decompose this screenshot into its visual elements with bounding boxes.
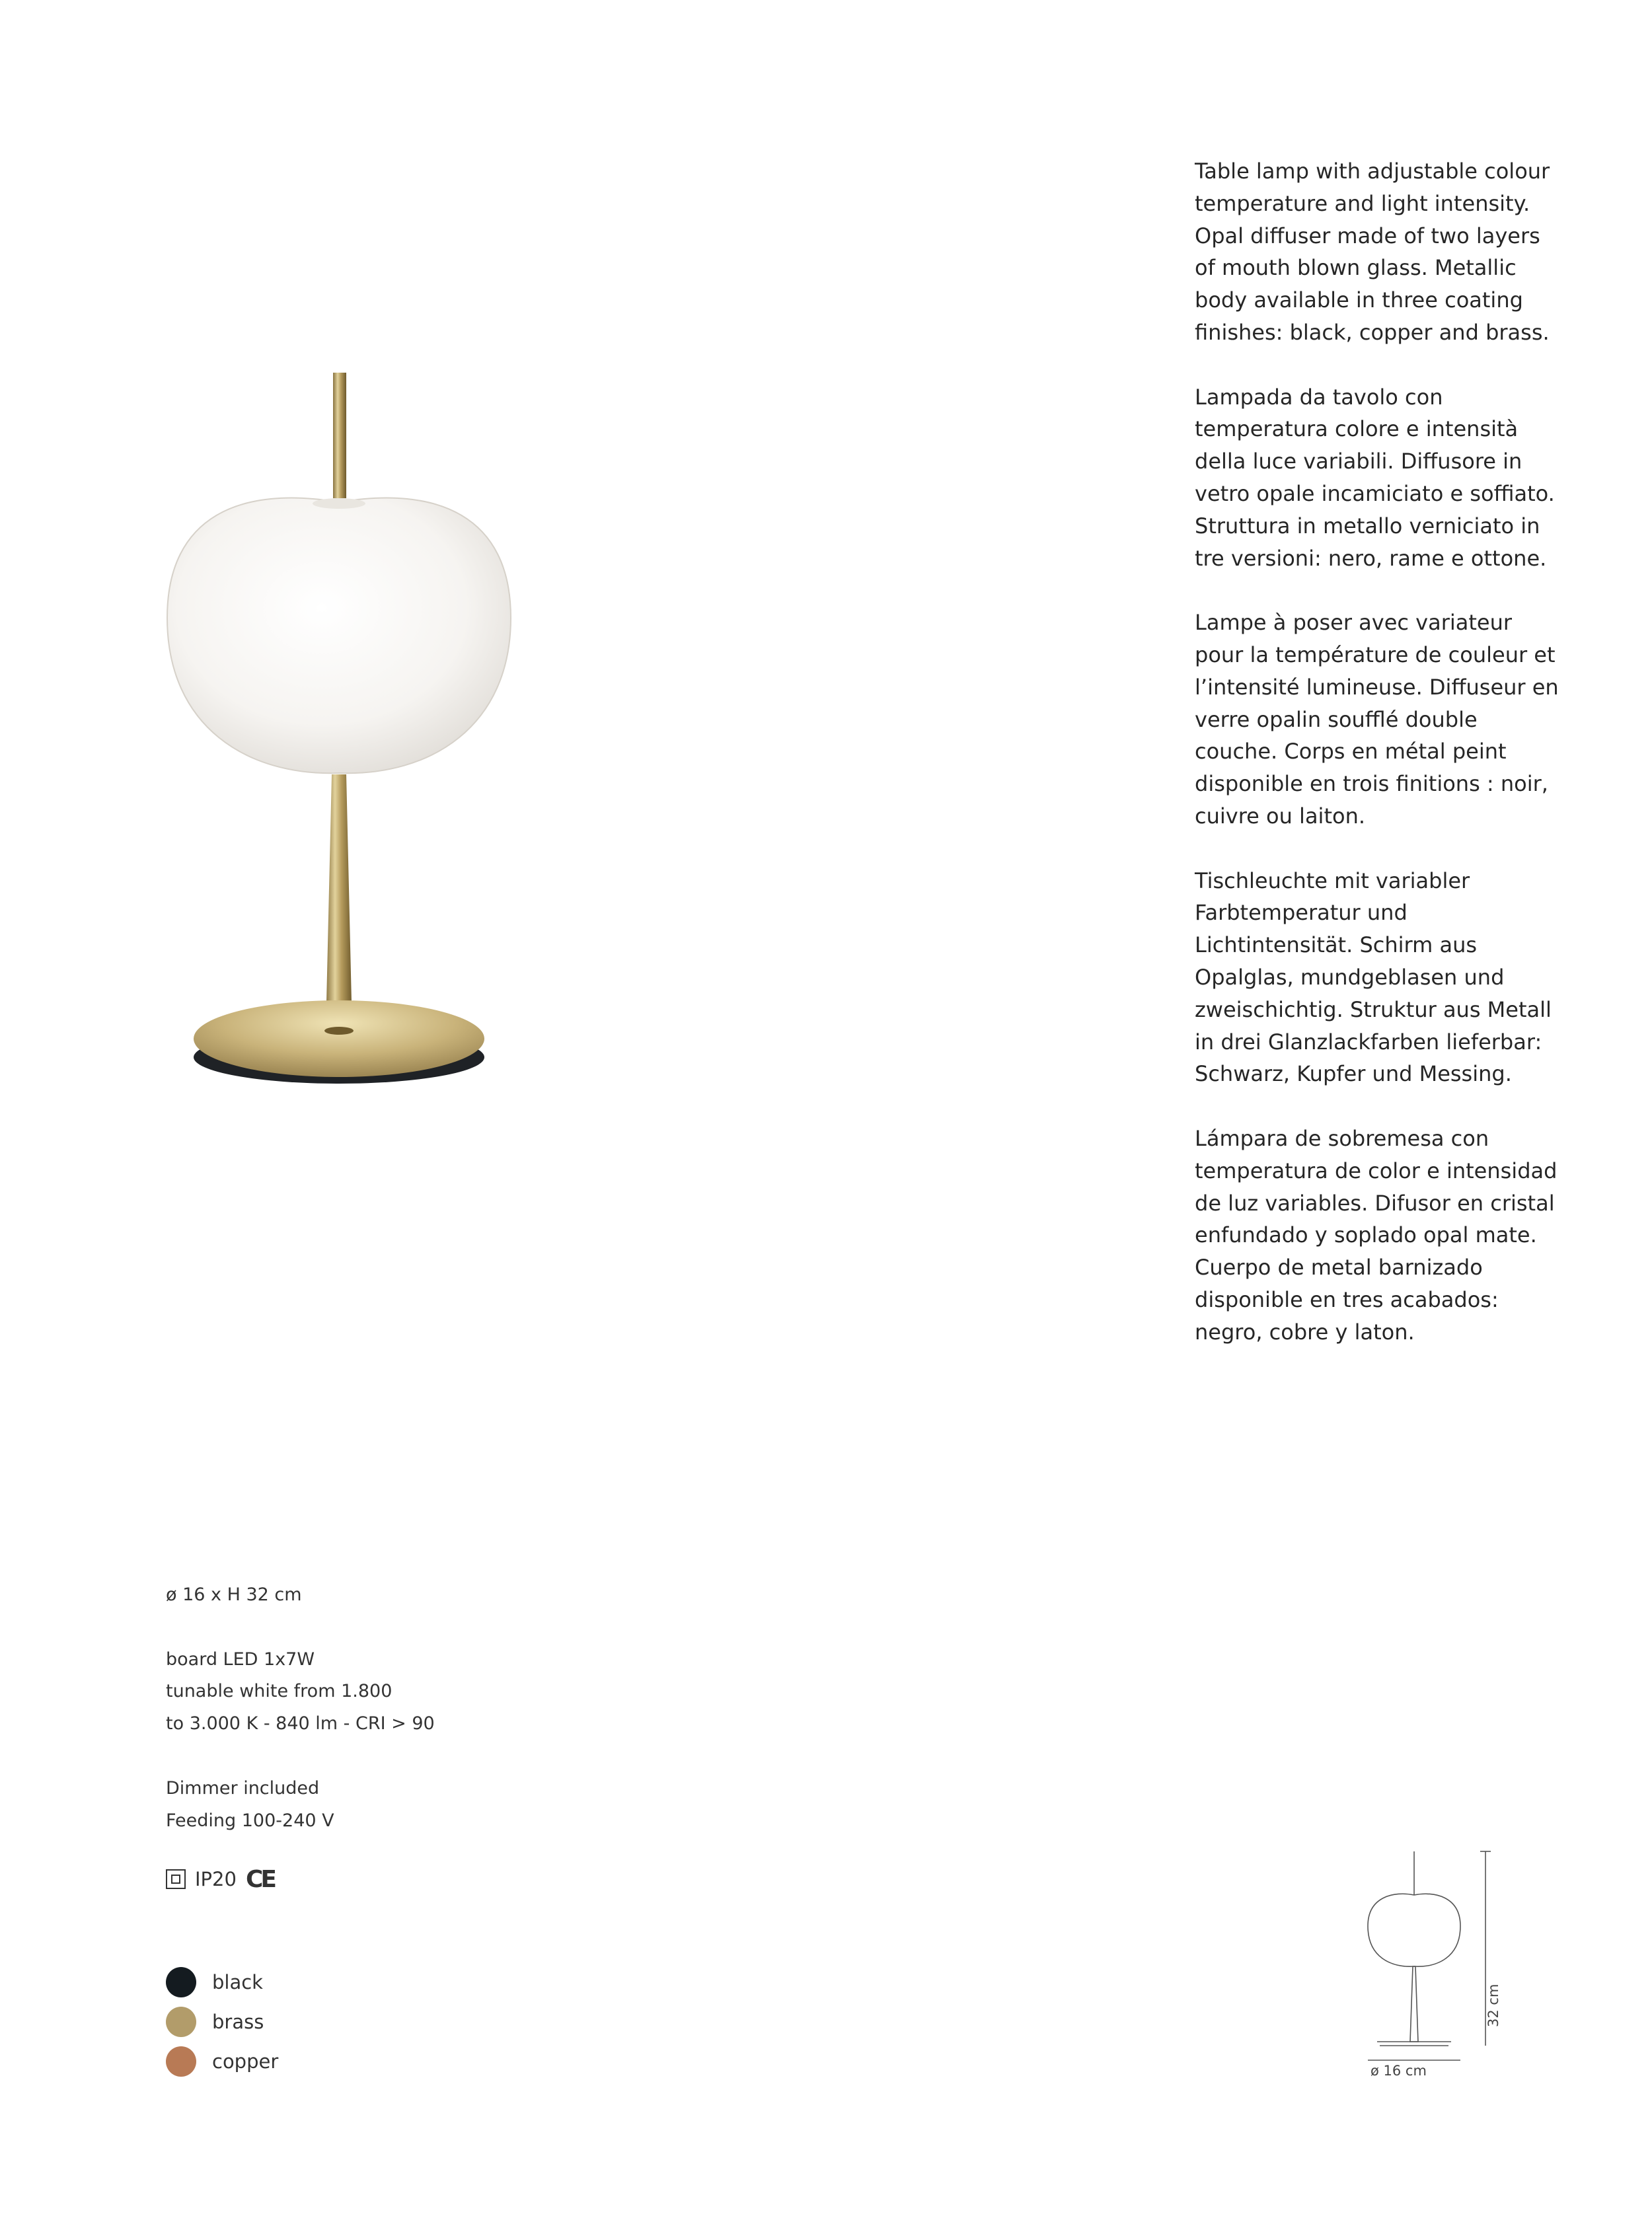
spec-feeding: Feeding 100-240 V	[166, 1810, 334, 1831]
spec-light-line-2: tunable white from 1.800	[166, 1681, 393, 1702]
lamp-product-photo	[162, 370, 532, 1097]
finish-item-black	[166, 1967, 430, 1997]
drawing-shade	[1368, 1894, 1460, 1966]
description-english: Table lamp with adjustable colour temperature and light intensity. Opal diffuser made of two layers of mouth blown glass. Metallic body available in three coating finishes: black, copper and brass.	[1195, 159, 1550, 345]
spec-light-source	[166, 1644, 628, 1740]
finish-swatch-brass	[166, 2007, 196, 2037]
drawing-height-label: 32 cm	[1485, 1984, 1501, 2027]
spec-light-line-1: board LED 1x7W	[166, 1649, 315, 1670]
finish-label: brass	[212, 2011, 264, 2033]
spec-dimmer: Dimmer included	[166, 1777, 320, 1799]
product-descriptions	[1195, 155, 1565, 1348]
finish-swatch-black	[166, 1967, 196, 1997]
drawing-width-label: ø 16 cm	[1370, 2063, 1427, 2079]
finish-list	[166, 1967, 430, 2086]
finish-label: black	[212, 1971, 263, 1993]
ip-rating: IP20	[195, 1868, 237, 1890]
ce-mark: CE	[245, 1865, 274, 1893]
spec-electrical	[166, 1773, 628, 1838]
finish-item-copper	[166, 2046, 430, 2077]
description-italian: Lampada da tavolo con temperatura colore e intensità della luce variabili. Diffusore in vetro opale incamiciato e soffiato. Struttura in metallo verniciato in tre versioni: nero, rame e ottone.	[1195, 384, 1555, 571]
lamp-base	[194, 1000, 484, 1077]
lamp-top-rod	[333, 373, 346, 498]
spec-light-line-3: to 3.000 K - 840 lm - CRI > 90	[166, 1713, 435, 1734]
spec-dimensions: ø 16 x H 32 cm	[166, 1584, 302, 1605]
dimension-drawing	[1348, 1850, 1520, 2088]
description-spanish: Lámpara de sobremesa con temperatura de color e intensidad de luz variables. Difusor en cristal enfundado y soplado opal mate. Cuerpo de metal barnizado disponible en tres acabados: negro, cobre y laton.	[1195, 1125, 1558, 1345]
drawing-stem	[1410, 1966, 1418, 2042]
technical-specs	[166, 1579, 628, 1869]
finish-swatch-copper	[166, 2046, 196, 2077]
description-french: Lampe à poser avec variateur pour la température de couleur et l’intensité lumineuse. Diffuseur en verre opalin soufflé double couche. Corps en métal peint disponible en trois finitions : noir, cuivre ou laiton.	[1195, 610, 1559, 829]
finish-label: copper	[212, 2050, 279, 2073]
lamp-stem	[326, 774, 352, 1031]
description-german: Tischleuchte mit variabler Farbtemperatur und Lichtintensität. Schirm aus Opalglas, mundgeblasen und zweischichtig. Struktur aus Metall in drei Glanzlackfarben lieferbar: Schwarz, Kupfer und Messing.	[1195, 868, 1552, 1087]
double-square-icon	[166, 1869, 186, 1889]
finish-item-brass	[166, 2007, 430, 2037]
lamp-opal-shade	[167, 498, 511, 774]
certification-row	[166, 1865, 274, 1894]
